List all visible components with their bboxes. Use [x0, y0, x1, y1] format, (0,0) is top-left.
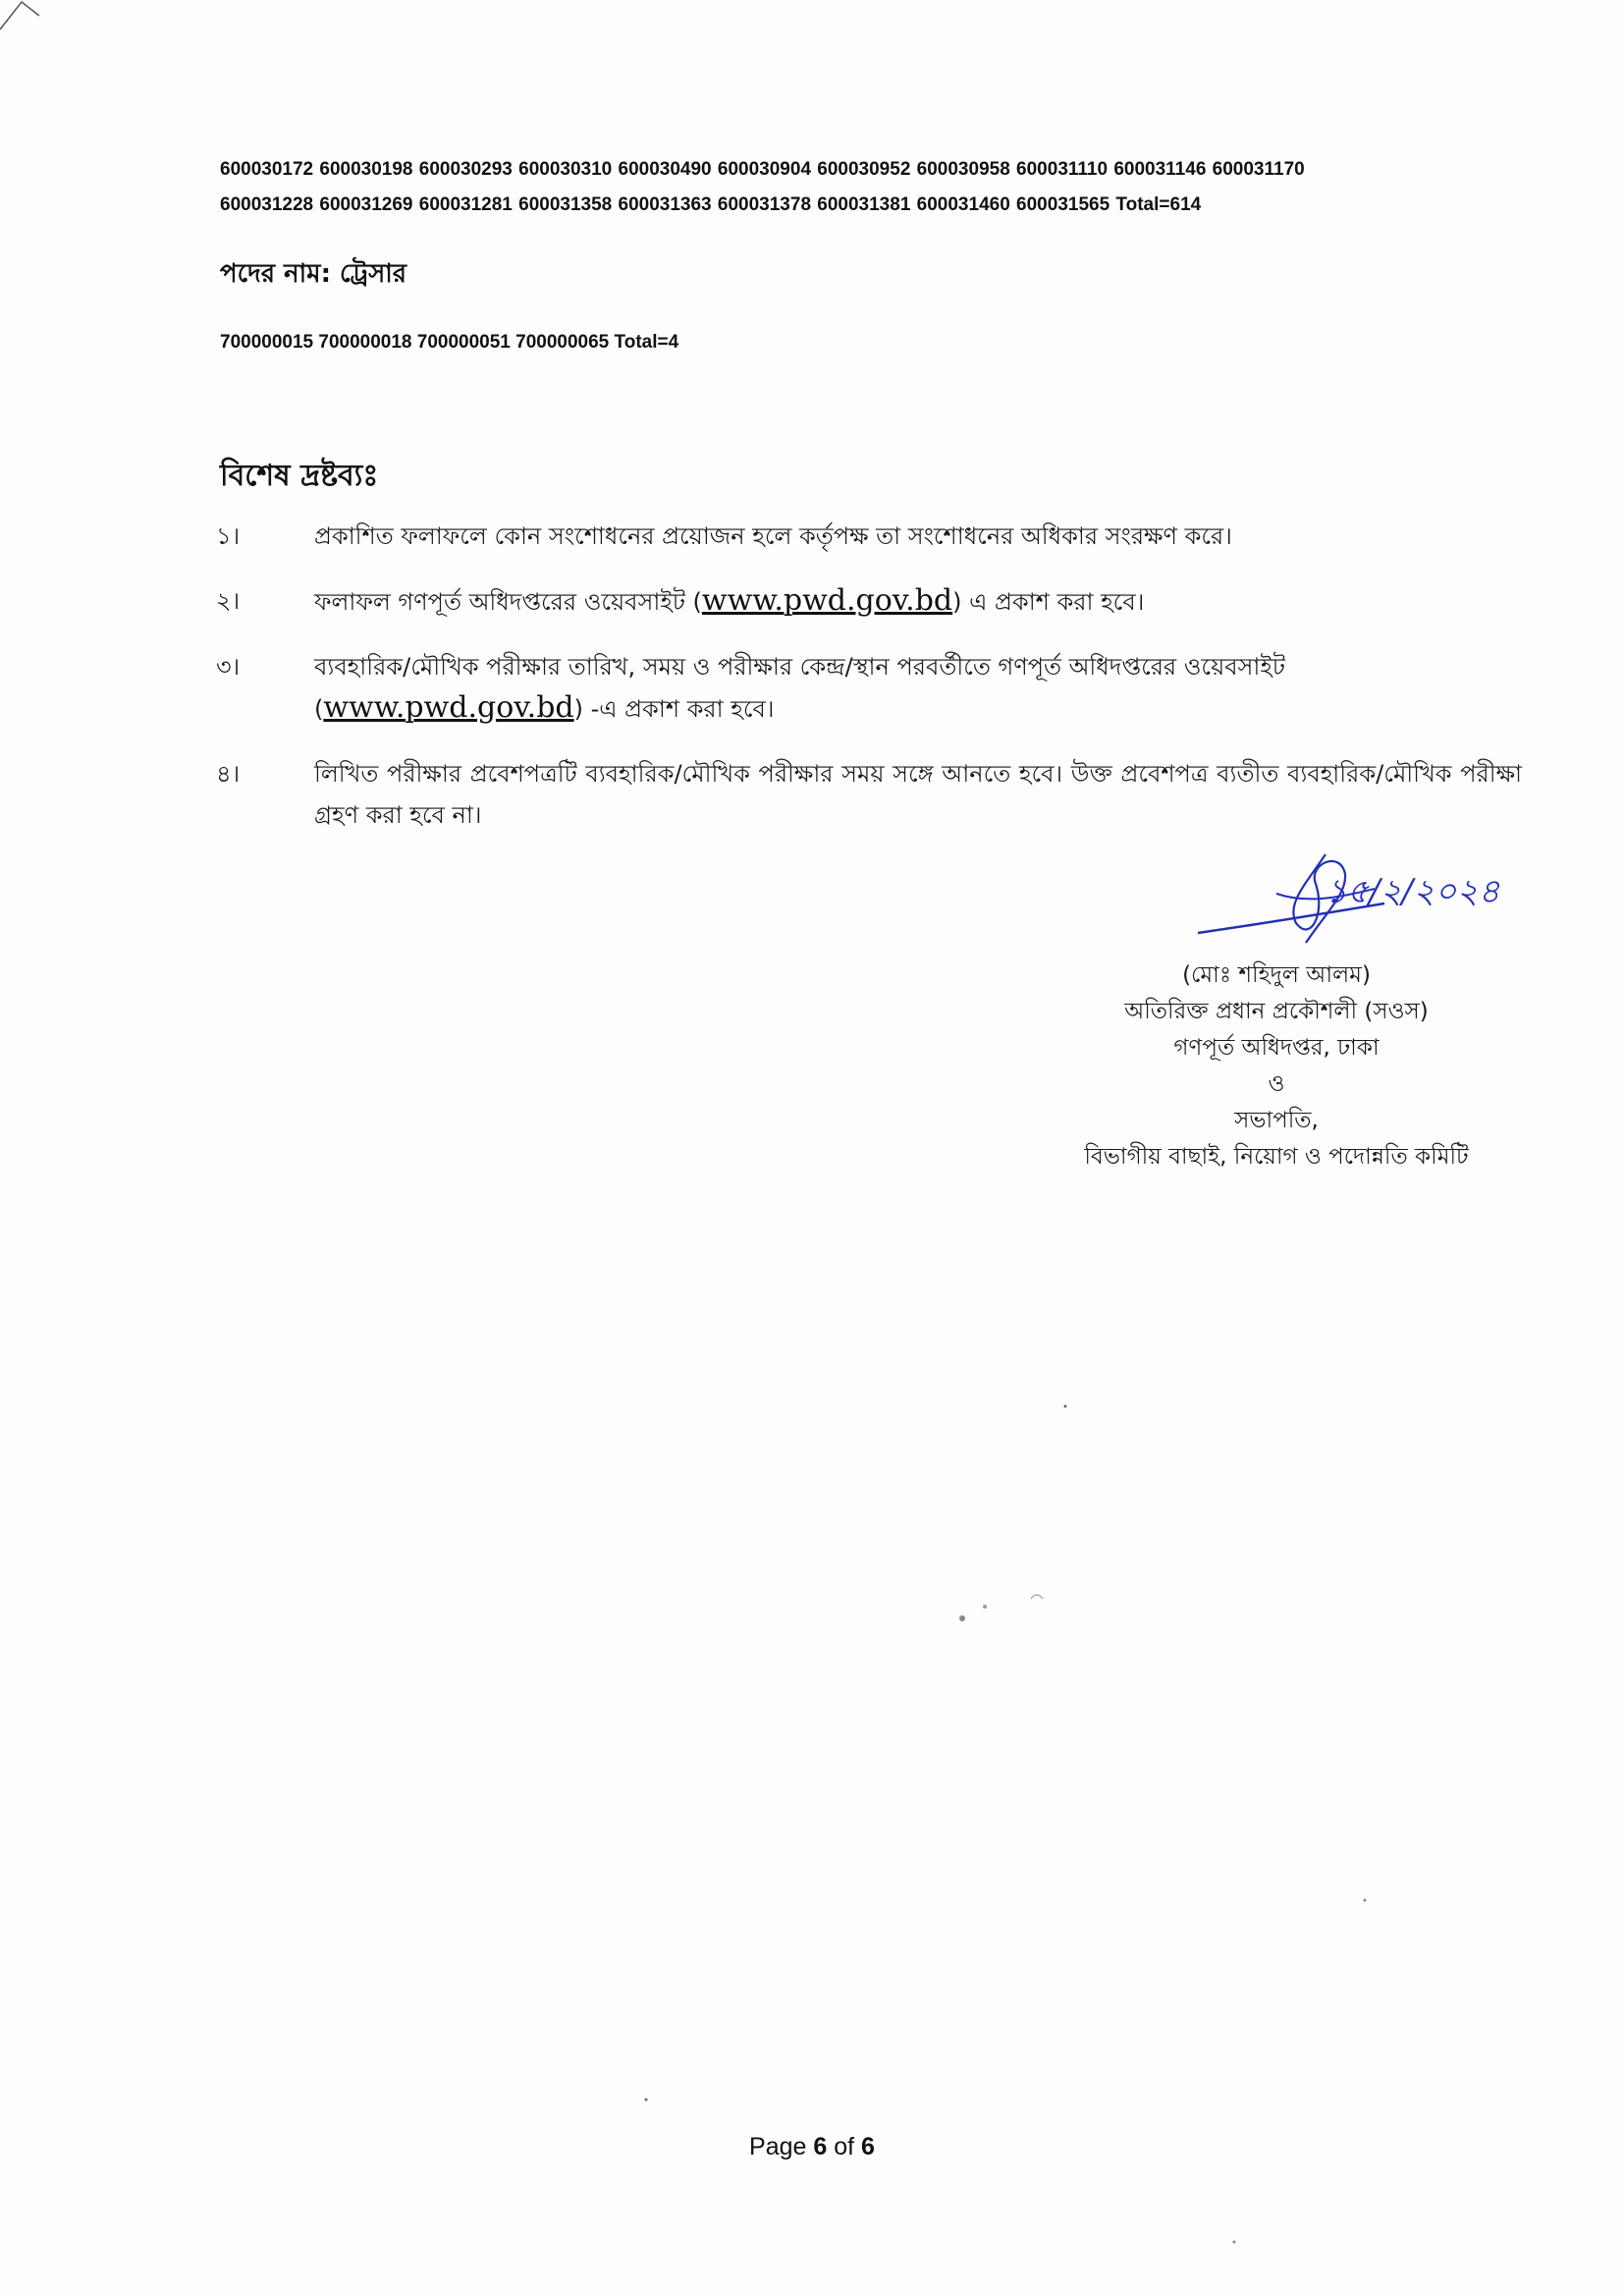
website-link[interactable]: www.pwd.gov.bd — [701, 583, 953, 618]
signatory-name: (মোঃ শহিদুল আলম) — [1182, 962, 1371, 988]
note-text-pre: ব্যবহারিক/মৌখিক পরীক্ষার তারিখ, সময় ও পরীক্ষার কেন্দ্র/স্থান পরবর্তীতে গণপূর্ত অধিদপ্তরের ওয়েবসাইট ( — [314, 653, 1285, 723]
tracer-roll-list: 700000015 700000018 700000051 700000065 Total=4 — [220, 332, 679, 353]
signatory-committee: বিভাগীয় বাছাই, নিয়োগ ও পদোন্নতি কমিটি — [1084, 1144, 1469, 1170]
signatory-conjunction: ও — [1268, 1071, 1285, 1097]
roll-line: 600031228 600031269 600031281 600031358 600031363 600031378 600031381 600031460 600031565 Total=614 — [220, 194, 1202, 215]
note-text: প্রকাশিত ফলাফলে কোন সংশোধনের প্রয়োজন হলে কর্তৃপক্ষ তা সংশোধনের অধিকার সংরক্ষণ করে। — [314, 522, 1232, 550]
signatory-designation: অতিরিক্ত প্রধান প্রকৌশলী (সওস) — [1124, 999, 1429, 1024]
note-number: ২। — [216, 587, 241, 615]
note-number: ১। — [216, 522, 241, 550]
footer-page-label: Page — [749, 2133, 807, 2160]
signature-date: ১৫/২/২০২৪ — [1326, 872, 1500, 911]
note-number: ৪। — [216, 760, 241, 788]
note-number: ৩। — [216, 653, 241, 681]
note-text-post: ) এ প্রকাশ করা হবে। — [952, 588, 1145, 616]
roll-line: 600030172 600030198 600030293 600030310 600030490 600030904 600030952 600030958 600031110 600031146 600031170 — [220, 159, 1305, 180]
footer-current-page: 6 — [813, 2133, 828, 2160]
signatory-role: সভাপতি, — [1234, 1108, 1319, 1133]
note-text: লিখিত পরীক্ষার প্রবেশপত্রটি ব্যবহারিক/মৌখিক পরীক্ষার সময় সঙ্গে আনতে হবে। উক্ত প্রবেশপত্র ব্যতীত ব্যবহারিক/মৌখিক পরীক্ষা গ্রহণ করা হবে না। — [314, 760, 1522, 829]
note-text-post: ) -এ প্রকাশ করা হবে। — [573, 695, 775, 723]
signatory-office: গণপূর্ত অধিদপ্তর, ঢাকা — [1173, 1035, 1380, 1061]
special-notes-heading: বিশেষ দ্রষ্টব্যঃ — [220, 459, 379, 493]
note-text-pre: ফলাফল গণপূর্ত অধিদপ্তরের ওয়েবসাইট ( — [314, 588, 702, 616]
website-link[interactable]: www.pwd.gov.bd — [323, 690, 574, 725]
post-name-heading: পদের নাম: ট্রেসার — [220, 259, 407, 289]
footer-total-pages: 6 — [861, 2133, 875, 2160]
page-footer — [0, 2133, 1624, 2161]
footer-of-label: of — [834, 2133, 855, 2160]
